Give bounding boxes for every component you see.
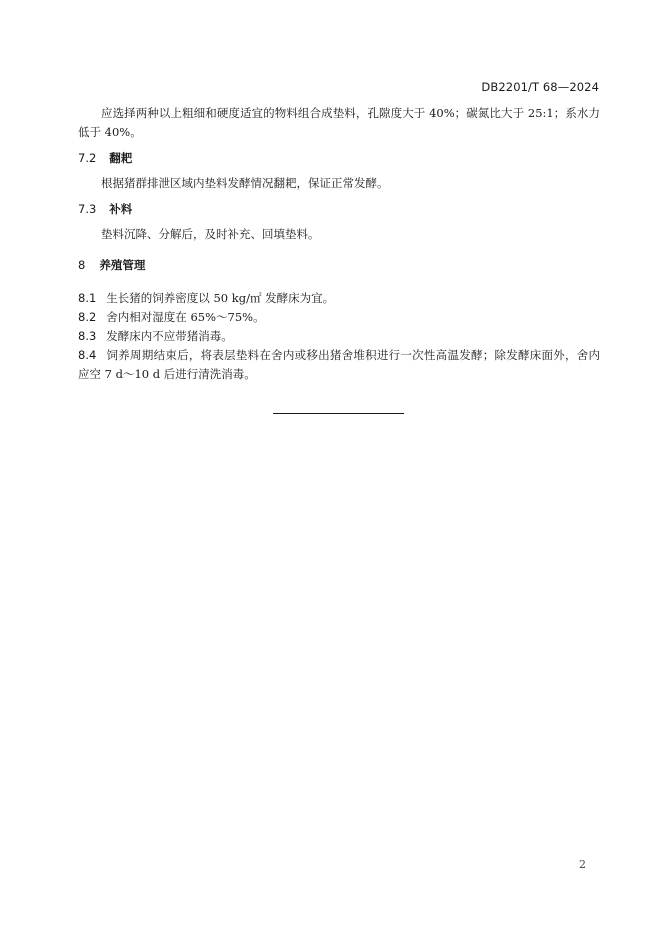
clause-8-3 <box>78 327 600 346</box>
heading-number: 7.2 <box>78 151 97 165</box>
clause-text: 饲养周期结束后，将表层垫料在舍内或移出猪舍堆积进行一次性高温发酵；除发酵床面外，舍内应空 7 d～10 d 后进行清洗消毒。 <box>78 348 600 381</box>
heading-title: 补料 <box>109 202 133 216</box>
paragraph-replenish: 垫料沉降、分解后，及时补充、回填垫料。 <box>101 227 320 241</box>
clause-number: 8.2 <box>78 310 97 324</box>
clause-number: 8.3 <box>78 329 97 343</box>
page-body <box>78 104 600 384</box>
heading-section-8 <box>78 256 600 275</box>
paragraph-bedding-materials: 应选择两种以上粗细和硬度适宜的物料组合成垫料，孔隙度大于 40%；碳氮比大于 25:1；系水力低于 40%。 <box>78 106 600 139</box>
heading-7-3 <box>78 200 600 219</box>
heading-number: 8 <box>78 258 86 272</box>
document-id: DB2201/T 68—2024 <box>481 80 599 94</box>
end-of-text-rule <box>273 413 404 414</box>
clause-number: 8.4 <box>78 348 97 362</box>
clause-8-1 <box>78 289 600 308</box>
clause-text: 舍内相对湿度在 65%～75%。 <box>106 310 265 324</box>
clause-8-4 <box>78 346 600 384</box>
clause-text: 生长猪的饲养密度以 50 kg/㎡ 发酵床为宜。 <box>106 291 335 305</box>
page-number: 2 <box>579 858 586 871</box>
clause-8-2 <box>78 308 600 327</box>
heading-7-2 <box>78 149 600 168</box>
heading-title: 养殖管理 <box>99 258 146 272</box>
clause-text: 发酵床内不应带猪消毒。 <box>106 329 233 343</box>
paragraph-turning: 根据猪群排泄区域内垫料发酵情况翻耙，保证正常发酵。 <box>101 176 389 190</box>
heading-title: 翻耙 <box>109 151 133 165</box>
clause-number: 8.1 <box>78 291 97 305</box>
heading-number: 7.3 <box>78 202 97 216</box>
